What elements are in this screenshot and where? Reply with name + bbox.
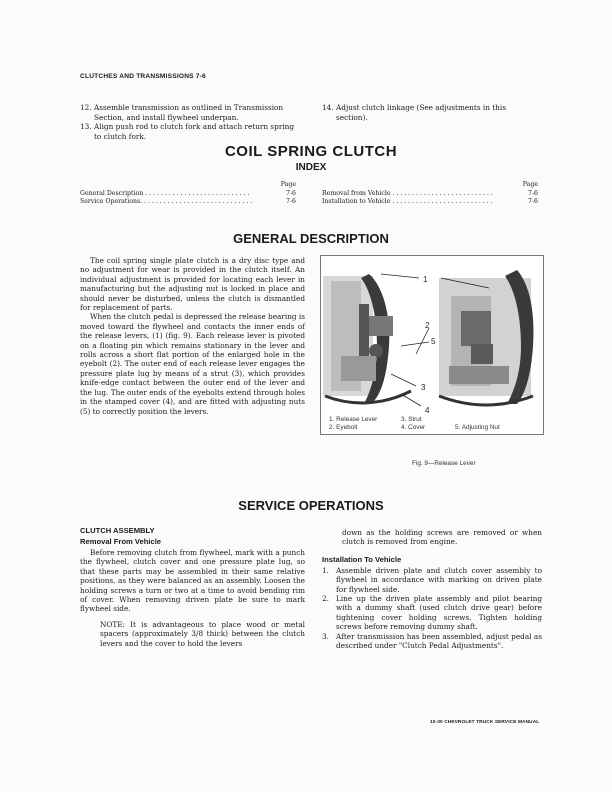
legend-item-1: 1. Release Lever <box>329 416 378 423</box>
index-entry[interactable]: Removal from Vehicle . . . . . . . . . . . . . . . . . . . . . . . . . . 7-6 <box>322 189 538 197</box>
index-right <box>322 181 538 207</box>
service-left-column <box>80 526 305 648</box>
removal-note: NOTE: It is advantageous to place wood or metal spacers (approximately 3/8 thick) between the clutch levers and the cover to hold the levers <box>100 619 305 648</box>
step-14: 14. Adjust clutch linkage (See adjustments in this section). <box>322 103 506 122</box>
legend-item-4: 4. Cover <box>401 424 426 431</box>
clutch-assembly-heading: CLUTCH ASSEMBLY <box>80 526 155 535</box>
running-header: CLUTCHES AND TRANSMISSIONS 7-6 <box>80 73 206 80</box>
service-operations-title: SERVICE OPERATIONS <box>238 498 384 513</box>
top-steps-left <box>80 103 300 141</box>
install-step-2: 2. Line up the driven plate assembly and pilot bearing with a dummy shaft (used clutch drive gear) before tightening cover holding screws. Tighten holding screws before removing dummy shaft. <box>322 594 542 632</box>
clutch-diagram <box>321 256 543 434</box>
page-footer: 10-30 CHEVROLET TRUCK SERVICE MANUAL <box>430 720 540 725</box>
callout-4: 4 <box>425 406 430 415</box>
general-paragraph-2: When the clutch pedal is depressed the release bearing is moved toward the flywheel and contacts the inner ends of the release levers, (1) (fig. 9). Each release lever is pivoted on a floating pin which remains stationary in the lever and rolls across a short flat portion of the enlarged hole in the eyebolt (2). The outer end of each release lever engages the pressure plate lug by means of a strut (3), which provides knife-edge contact between the outer end of the lever and the lug. The outer ends of the eyebolts extend through holes in the stamped cover (4), and are fitted with adjusting nuts (5) to correctly position the levers. <box>80 312 305 416</box>
legend-item-2: 2. Eyebolt <box>329 424 358 431</box>
top-steps-right <box>322 103 542 122</box>
index-entry[interactable]: Installation to Vehicle . . . . . . . . . . . . . . . . . . . . . . . . . . 7-6 <box>322 198 538 206</box>
step-13: 13. Align push rod to clutch fork and attach return spring to clutch fork. <box>80 122 295 141</box>
installation-heading: Installation To Vehicle <box>322 554 402 564</box>
step-12: 12. Assemble transmission as outlined in Transmission Section, and install flywheel underpan. <box>80 103 284 122</box>
callout-3: 3 <box>421 383 426 392</box>
removal-text: Before removing clutch from flywheel, mark with a punch the flywheel, clutch cover and one pressure plate lug, so that these parts may be assembled in their same relative positions, as they were balanced as an assembly. Loosen the holding screws a turn or two at a time to avoid bending rim of cover. When removing driven plate be sure to mark flywheel side. <box>80 548 305 614</box>
page-label: Page <box>280 181 296 188</box>
service-right-column <box>322 528 542 650</box>
callout-1: 1 <box>423 275 428 284</box>
index-left <box>80 181 296 207</box>
general-paragraph-1: The coil spring single plate clutch is a dry disc type and no adjustment for wear is provided in the clutch itself. An individual adjustment is provided for locating each lever in manufacturing but the adjusting nut is locked in place and should never be disturbed, unless the clutch is dismantled for replacement of parts. <box>80 256 305 313</box>
index-entry[interactable]: Service Operations. . . . . . . . . . . . . . . . . . . . . . . . . . . . . 7-6 <box>80 198 296 206</box>
callout-2: 2 <box>425 321 430 330</box>
main-title: COIL SPRING CLUTCH <box>224 143 398 160</box>
legend-item-3: 3. Strut <box>401 416 422 423</box>
removal-heading: Removal From Vehicle <box>80 537 162 546</box>
index-entry[interactable]: General Description . . . . . . . . . . . . . . . . . . . . . . . . . . . 7-6 <box>80 189 296 197</box>
install-step-1: 1. Assemble driven plate and clutch cover assembly to flywheel in accordance with marking on driven plate for flywheel side. <box>322 565 542 594</box>
general-description-title: GENERAL DESCRIPTION <box>233 231 389 246</box>
legend-item-5: 5. Adjusting Nut <box>455 424 500 431</box>
index-title: INDEX <box>295 162 327 173</box>
install-step-3: 3. After transmission has been assembled, adjust pedal as described under "Clutch Pedal Adjustments". <box>322 631 542 651</box>
note-continuation: down as the holding screws are removed or when clutch is removed from engine. <box>342 528 542 547</box>
page-label: Page <box>522 181 538 188</box>
callout-5: 5 <box>431 337 436 346</box>
general-description-text <box>80 256 305 416</box>
figure-release-lever <box>320 255 544 435</box>
figure-caption: Fig. 9—Release Lever <box>412 460 476 467</box>
